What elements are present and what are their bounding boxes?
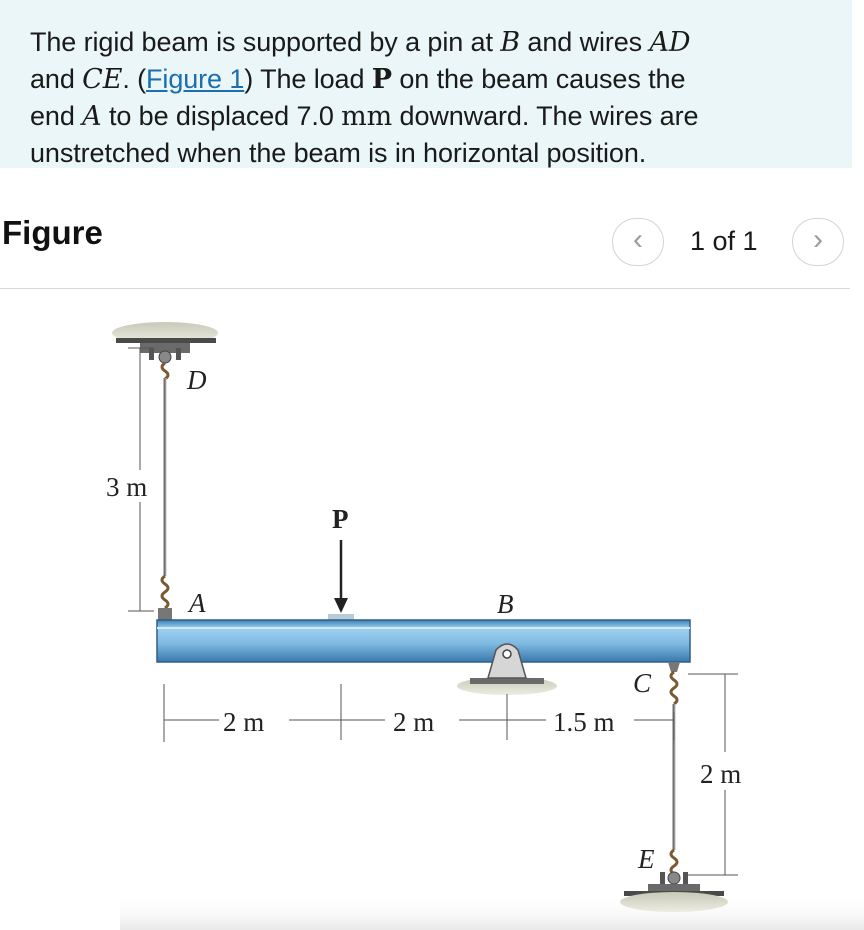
floor-support-E xyxy=(620,872,728,912)
math-P: P xyxy=(371,64,392,95)
problem-statement xyxy=(0,0,852,168)
beam-diagram xyxy=(0,290,864,930)
math-CE: CE xyxy=(82,64,123,95)
problem-line-4 xyxy=(30,135,822,172)
next-figure-button[interactable]: › xyxy=(792,218,844,266)
dimension-AD-label: 3 m xyxy=(106,472,148,502)
problem-line-2 xyxy=(30,61,822,98)
label-B: B xyxy=(497,589,514,619)
dimension-PB-label: 2 m xyxy=(393,707,435,737)
figure-title: Figure xyxy=(2,214,103,251)
figure-pager: 1 of 1 xyxy=(690,226,758,256)
label-A: A xyxy=(189,588,206,618)
text: and xyxy=(30,64,83,94)
math-A: A xyxy=(82,101,102,132)
label-E: E xyxy=(638,844,655,874)
label-D: D xyxy=(187,365,207,395)
dimension-CE-label: 2 m xyxy=(700,759,742,789)
problem-line-1 xyxy=(30,24,822,61)
text: unstretched when the beam is in horizontal position. xyxy=(30,138,647,168)
rigid-beam xyxy=(157,620,690,662)
figure-link[interactable]: Figure 1 xyxy=(146,64,245,94)
text: The rigid beam is supported by a pin at xyxy=(30,27,501,57)
text: on the beam causes the xyxy=(391,64,686,94)
bottom-shadow xyxy=(120,895,864,930)
text: . ( xyxy=(122,64,147,94)
math-B: B xyxy=(500,27,521,58)
divider xyxy=(0,288,850,289)
wire-AD xyxy=(158,363,172,622)
ceiling-support-D xyxy=(112,322,218,363)
label-P: P xyxy=(332,504,349,534)
problem-line-3 xyxy=(30,98,822,135)
text: ) The load xyxy=(244,64,372,94)
label-C: C xyxy=(633,668,652,698)
text: downward. The wires are xyxy=(392,101,699,131)
text: end xyxy=(30,101,83,131)
math-unit: mm xyxy=(341,101,393,132)
dimension-AP-label: 2 m xyxy=(223,707,265,737)
math-AD: AD xyxy=(649,27,691,58)
load-P-arrow xyxy=(328,540,354,620)
wire-CE xyxy=(668,662,680,874)
text: and wires xyxy=(520,27,650,57)
dimension-BC-label: 1.5 m xyxy=(553,707,615,737)
text: to be displaced 7.0 xyxy=(101,101,342,131)
prev-figure-button[interactable]: ‹ xyxy=(612,218,664,266)
